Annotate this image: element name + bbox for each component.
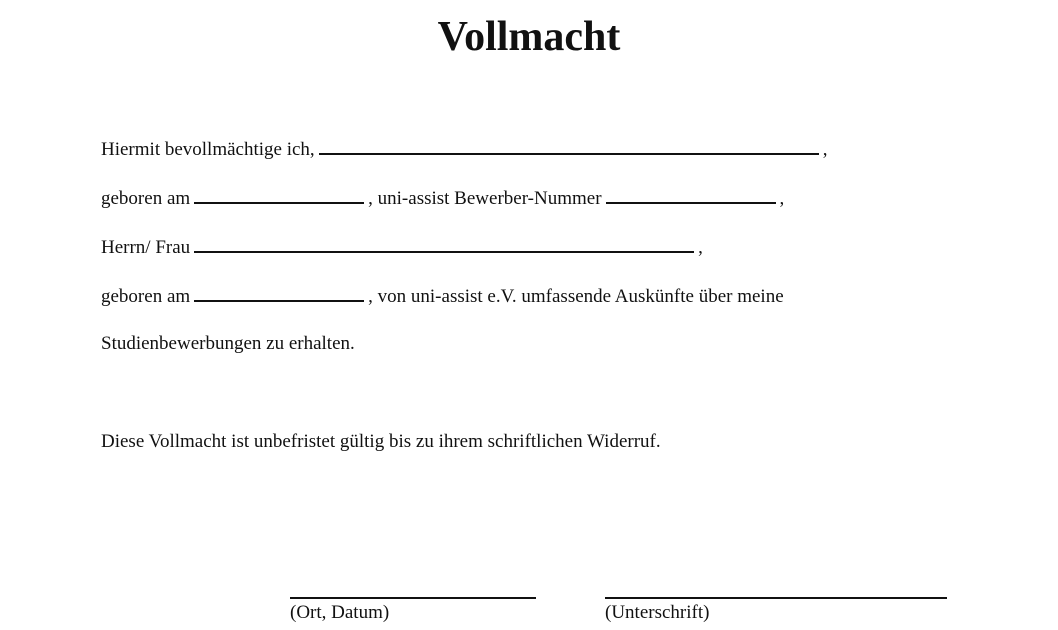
authorizer-birth-date-blank (194, 185, 364, 204)
authorization-comma: , (822, 139, 828, 160)
authorization-line (101, 136, 827, 162)
information-consent-text: , von uni-assist e.V. umfassende Auskünfte über meine (368, 286, 784, 307)
place-date-line (290, 597, 536, 599)
representative-birth-label: geboren am (101, 286, 191, 307)
representative-name-blank (194, 234, 694, 253)
document-title: Vollmacht (437, 14, 621, 60)
validity-statement: Diese Vollmacht ist unbefristet gültig bis zu ihrem schriftlichen Widerruf. (101, 431, 661, 452)
authorizer-name-blank (319, 136, 819, 155)
representative-line (101, 234, 703, 260)
place-date-label: (Ort, Datum) (290, 602, 390, 623)
representative-details-line (101, 283, 784, 309)
applicant-number-blank (606, 185, 776, 204)
consent-continuation: Studienbewerbungen zu erhalten. (101, 333, 355, 354)
representative-birth-date-blank (194, 283, 364, 302)
signature-line (605, 597, 947, 599)
representative-label: Herrn/ Frau (101, 237, 191, 258)
authorizer-details-line (101, 185, 784, 211)
details-comma: , (779, 188, 785, 209)
applicant-number-label: , uni-assist Bewerber-Nummer (368, 188, 602, 209)
signature-label: (Unterschrift) (605, 602, 710, 623)
birth-date-label: geboren am (101, 188, 191, 209)
representative-comma: , (698, 237, 703, 258)
authorization-text: Hiermit bevollmächtige ich, (101, 139, 315, 160)
